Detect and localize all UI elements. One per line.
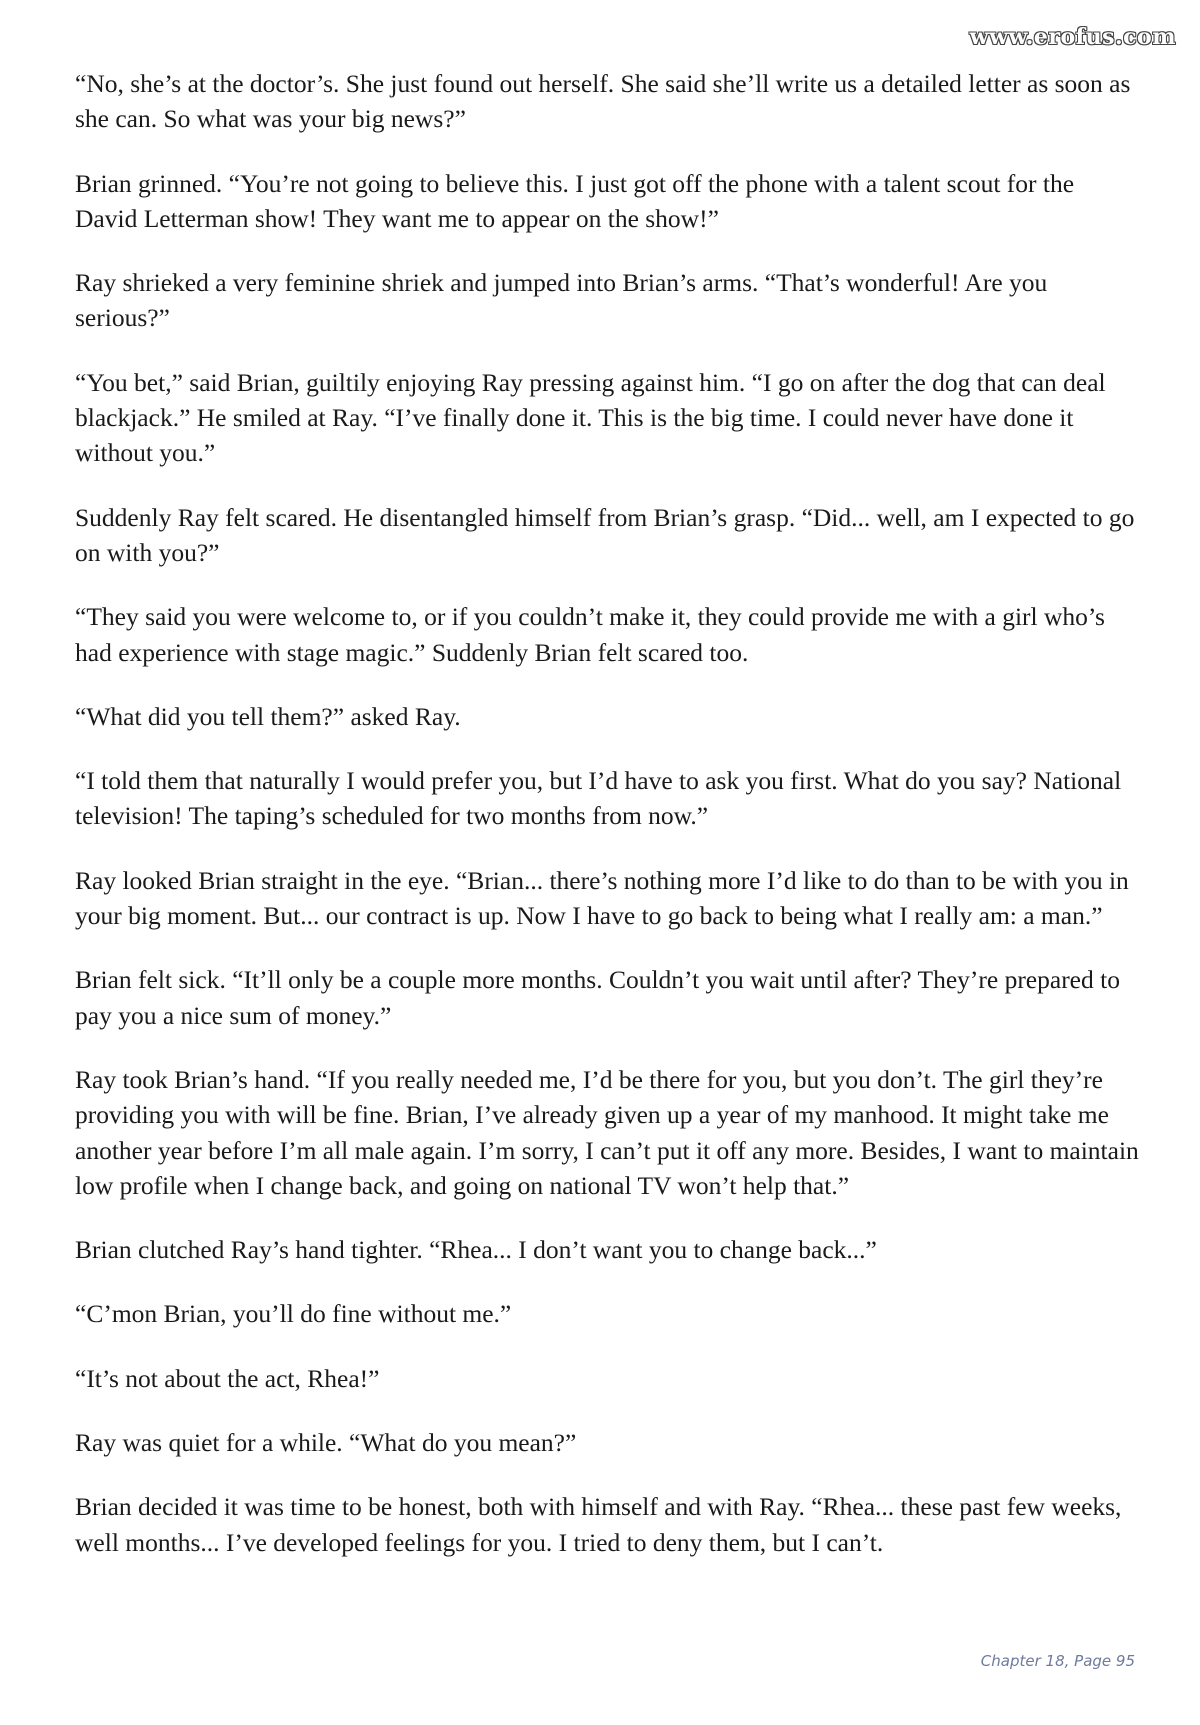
paragraph: “It’s not about the act, Rhea!” — [75, 1363, 380, 1393]
paragraph: Ray looked Brian straight in the eye. “Brian... there’s nothing more I’d like to do than to be with you in your big moment. But... our contract is up. Now I have to go back to being what I really am: a man.” — [75, 865, 1129, 931]
paragraph: Ray was quiet for a while. “What do you mean?” — [75, 1428, 577, 1458]
paragraph: “You bet,” said Brian, guiltily enjoying Ray pressing against him. “I go on after the dog that can deal blackjack.” He smiled at Ray. “I’ve finally done it. This is the big time. I could never have done it without you.” — [75, 367, 1106, 468]
site-watermark: www.erofus.com — [969, 24, 1176, 50]
paragraph: Ray shrieked a very feminine shriek and jumped into Brian’s arms. “That’s wonderful! Are you serious?” — [75, 268, 1048, 333]
paragraph: Brian felt sick. “It’ll only be a couple more months. Couldn’t you wait until after? They’re prepared to pay you a nice sum of money.” — [75, 965, 1120, 1030]
paragraph: Brian clutched Ray’s hand tighter. “Rhea... I don’t want you to change back...” — [75, 1235, 877, 1265]
paragraph: Ray took Brian’s hand. “If you really needed me, I’d be there for you, but you don’t. The girl they’re providing you with will be fine. Brian, I’ve already given up a year of my manhood. It might take me another year before I’m all male again. I’m sorry, I can’t put it off any more. Besides, I want to maintain low profile when I change back, and going on national TV won’t help that.” — [75, 1064, 1139, 1200]
paragraph: “What did you tell them?” asked Ray. — [75, 701, 461, 731]
paragraph: “I told them that naturally I would prefer you, but I’d have to ask you first. What do you say? National television! The taping’s scheduled for two months from now.” — [75, 766, 1122, 831]
paragraph: Suddenly Ray felt scared. He disentangled himself from Brian’s grasp. “Did... well, am I expected to go on with you?” — [75, 502, 1135, 567]
story-body — [75, 66, 1140, 1560]
paragraph: “No, she’s at the doctor’s. She just found out herself. She said she’ll write us a detailed letter as soon as she can. So what was your big news?” — [75, 69, 1131, 134]
page-number-footer: Chapter 18, Page 95 — [980, 1652, 1135, 1670]
paragraph: Brian decided it was time to be honest, both with himself and with Ray. “Rhea... these past few weeks, well months... I’ve developed feelings for you. I tried to deny them, but I can’t. — [75, 1492, 1122, 1557]
paragraph: Brian grinned. “You’re not going to believe this. I just got off the phone with a talent scout for the David Letterman show! They want me to appear on the show!” — [75, 168, 1075, 233]
paragraph: “C’mon Brian, you’ll do fine without me.” — [75, 1299, 512, 1329]
paragraph: “They said you were welcome to, or if you couldn’t make it, they could provide me with a girl who’s had experience with stage magic.” Suddenly Brian felt scared too. — [75, 602, 1105, 667]
